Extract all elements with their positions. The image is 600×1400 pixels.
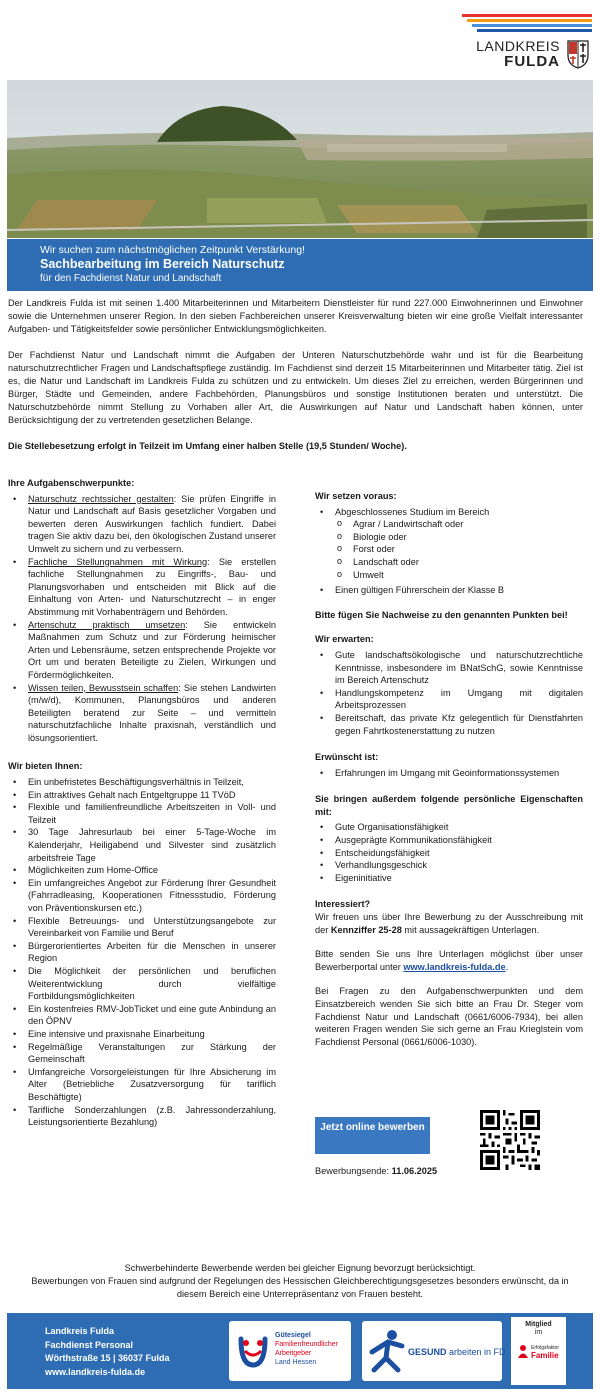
badge3-line4: Familie: [531, 1351, 559, 1360]
badge3-line1: Mitglied: [525, 1321, 552, 1328]
family-friendly-badge: [229, 1321, 351, 1381]
apply-text-post: mit aussagekräftigen Unterlagen.: [401, 924, 540, 935]
offer-item: • Flexible und familienfreundliche Arbeitszeiten in Voll- und Teilzeit: [8, 801, 276, 826]
tasks-list: [8, 493, 276, 745]
job-title: Sachbearbeitung im Bereich Naturschutz: [40, 257, 285, 271]
right-column: [315, 490, 583, 1060]
badge1-line2: Familienfreundlicher: [275, 1341, 339, 1348]
footer-street: Wörthstraße 15 | 36037 Fulda: [45, 1353, 170, 1363]
portal-text-post: .: [505, 961, 509, 972]
study-fields-list: [315, 518, 583, 581]
task-title: Fachliche Stellungnahmen mit Wirkung: [28, 556, 208, 567]
task-item: [8, 556, 276, 619]
study-field-item: o Umwelt: [315, 569, 583, 582]
badge2-text: arbeiten in FD: [446, 1347, 506, 1357]
left-column: [8, 477, 276, 1139]
personal-item: • Gute Organisationsfähigkeit: [315, 821, 583, 834]
expectation-item: • Handlungskompetenz im Umgang mit digitalen Arbeitsprozessen: [315, 687, 583, 712]
banner-intro: Wir suchen zum nächstmöglichen Zeitpunkt Verstärkung!: [40, 244, 305, 256]
badge2-gesund: GESUND: [408, 1347, 447, 1357]
apply-online-button[interactable]: Jetzt online bewerben: [315, 1117, 430, 1154]
study-requirement: Abgeschlossenes Studium im Bereich: [335, 506, 490, 517]
erfolgsfaktor-familie-badge: [511, 1317, 566, 1385]
desired-heading: Erwünscht ist:: [315, 752, 379, 763]
coat-of-arms-icon: [566, 39, 590, 69]
tasks-heading: Ihre Aufgabenschwerpunkte:: [8, 478, 135, 488]
offers-list: [8, 776, 276, 1129]
task-title: Naturschutz rechtssicher gestalten: [28, 493, 174, 504]
intro-paragraph-1: Der Landkreis Fulda ist mit seinen 1.400 Mitarbeiterinnen und Mitarbeitern Dienstleister für rund 227.000 Einwohnerinnen und Einwohner sowie die Unternehmen unserer Region. In den sieben Fachbereichen unserer Kreisverwaltung bieten wir eine große Vielfalt interessanter Aufgaben- und Tätigkeitsfelder sowie persönlicher Entwicklungsmöglichkeiten.: [8, 298, 583, 334]
desired-list: [315, 767, 583, 780]
offer-item: • Flexible Betreuungs- und Unterstützungsangebote zur Vereinbarkeit von Familie und Beruf: [8, 915, 276, 940]
offer-item: • Ein unbefristetes Beschäftigungsverhältnis in Teilzeit,: [8, 776, 276, 789]
task-title: Wissen teilen, Bewusstsein schaffen: [28, 682, 179, 693]
offer-item: • Bürgerorientiertes Arbeiten für die Menschen in unserer Region: [8, 940, 276, 965]
intro-paragraph-2: Der Fachdienst Natur und Landschaft nimmt die Aufgaben der Unteren Naturschutzbehörde wahr und ist für die Bearbeitung naturschutzrechtlicher Fragen und Landschaftspflege zuständig. Im Fachdienst sind derzeit 15 Mitarbeiterinnen und Mitarbeiter tätig. Ziel ist es, die Natur und Landschaft im Landkreis Fulda zu schützen und zu entwickeln. Um dieses Ziel zu erreichen, werden Bürgerinnen und Bürger, Städte und Gemeinden, andere Fachbehörden, Planungsbüros und sonstige Institutionen beraten und unterstützt. Die Naturschutzbehörde nimmt Stellung zu Vorhaben aller Art, die Auswirkungen auf Natur und Landschaft haben können, unter Berücksichtigung der zu vertretenden gesetzlichen Belange.: [8, 350, 583, 425]
offer-item: • Ein umfangreiches Angebot zur Förderung Ihrer Gesundheit (Fahrradleasing, Kooperationen Fitnessstudio, Förderung von Präventionskursen etc.): [8, 877, 276, 915]
erfolgsfaktor-icon: [515, 1343, 531, 1359]
offer-item: • Tarifliche Sonderzahlungen (z.B. Jahressonderzahlung, Leistungsorientierte Bezahlung): [8, 1104, 276, 1129]
footer-org: Landkreis Fulda: [45, 1326, 115, 1336]
task-text: : Sie entwickeln Maßnahmen zum Schutz und zur Förderung heimischer Arten und Lebensräume, setzen entsprechende Projekte vor Ort um und beraten Beteiligte zu Zielen, Wirkungen und Fördermöglichkeiten.: [28, 619, 276, 680]
logo-line-1: LANDKREIS: [476, 38, 560, 54]
expectations-heading: Wir erwarten:: [315, 634, 374, 645]
personal-item: • Ausgeprägte Kommunikationsfähigkeit: [315, 834, 583, 847]
task-item: [8, 619, 276, 682]
offers-heading: Wir bieten Ihnen:: [8, 761, 83, 772]
logo-line-2: FULDA: [504, 53, 560, 70]
task-item: [8, 682, 276, 745]
expectation-item: • Bereitschaft, das private Kfz gelegentlich für Dienstfahrten gegen Fahrtkostenerstattung zu nutzen: [315, 712, 583, 737]
footer-web[interactable]: www.landkreis-fulda.de: [45, 1366, 146, 1377]
requirement-item: [315, 506, 583, 582]
equal-opportunity-note: [20, 1262, 580, 1301]
questions-paragraph: Bei Fragen zu den Aufgabenschwerpunkten und dem Einsatzbereich wenden Sie sich bitte an Frau Dr. Steger vom Fachdienst Natur und Landschaft (0661/6006-7934), bei allen weiteren Fragen wenden Sie sich gerne an Frau Krieglstein vom Fachdienst Personal (0661/6006-1030).: [315, 986, 583, 1047]
offer-item: • Ein attraktives Gehalt nach Entgeltgruppe 11 TVöD: [8, 789, 276, 802]
personal-item: • Entscheidungsfähigkeit: [315, 847, 583, 860]
family-seal-icon: [233, 1331, 273, 1371]
portal-text-pre: Bitte senden Sie uns Ihre Unterlagen möglichst über unser Bewerberportal unter: [315, 949, 583, 972]
portal-link[interactable]: www.landkreis-fulda.de: [403, 961, 506, 972]
job-title-banner: [7, 239, 593, 291]
personal-item: • Verhandlungsgeschick: [315, 859, 583, 872]
gesund-arbeiten-badge: [362, 1321, 506, 1381]
personal-heading: Sie bringen außerdem folgende persönliche Eigenschaften mit:: [315, 794, 583, 817]
part-time-note: Die Stellebesetzung erfolgt in Teilzeit im Umfang einer halben Stelle (19,5 Stunden/ Woche).: [8, 441, 407, 451]
study-field-item: o Landschaft oder: [315, 556, 583, 569]
task-text: : Sie prüfen Eingriffe in Natur und Landschaft auf Basis gesetzlicher Vorgaben und bewerten deren Auswirkungen fachlich fundiert. Dabei tragen Sie aktiv dazu bei, den ökologischen Zustand unserer Umwelt zu sichern und zu verbessern.: [28, 493, 276, 554]
color-stripes: [462, 14, 592, 34]
portal-paragraph: [315, 948, 583, 973]
task-text: : Sie stehen Landwirten (m/w/d), Kommunen, Planungsbüros und anderen Beteiligten beratend zur Seite – und vermitteln naturschutzfachliche Inhalte praxisnah, verständlich und lösungsorientiert.: [28, 682, 276, 743]
study-field-item: o Agrar / Landwirtschaft oder: [315, 518, 583, 531]
task-item: [8, 493, 276, 556]
offer-item: • 30 Tage Jahresurlaub bei einer 5-Tage-Woche im Kalenderjahr, Heiligabend und Silvester sind zusätzlich arbeitsfreie Tage: [8, 826, 276, 864]
running-figure-icon: [368, 1328, 408, 1374]
personal-list: [315, 821, 583, 884]
proof-note: Bitte fügen Sie Nachweise zu den genannten Punkten bei!: [315, 609, 568, 620]
intro-section: [8, 297, 583, 466]
interested-heading: Interessiert?: [315, 899, 371, 910]
expectations-list: [315, 649, 583, 737]
offer-item: • Möglichkeiten zum Home-Office: [8, 864, 276, 877]
offer-item: • Die Möglichkeit der persönlichen und beruflichen Weiterentwicklung durch vielfältige Fortbildungsmöglichkeiten: [8, 965, 276, 1003]
task-title: Artenschutz praktisch umsetzen: [28, 619, 186, 630]
apply-paragraph: [315, 911, 583, 936]
offer-item: • Umfangreiche Vorsorgeleistungen für Ihre Absicherung im Alter (Betriebliche Zusatzversorgung für tariflich Beschäftigte): [8, 1066, 276, 1104]
job-department: für den Fachdienst Natur und Landschaft: [40, 273, 222, 284]
deadline-label: Bewerbungsende:: [315, 1166, 392, 1176]
offer-item: • Ein kostenfreies RMV-JobTicket und eine gute Anbindung an den ÖPNV: [8, 1003, 276, 1028]
hero-landscape-image: [7, 80, 593, 238]
reference-number: Kennziffer 25-28: [330, 924, 402, 935]
badge3-line3: Erfolgsfaktor: [531, 1345, 560, 1351]
offer-item: • Regelmäßige Veranstaltungen zur Stärkung der Gemeinschaft: [8, 1041, 276, 1066]
requirements-list: [315, 506, 583, 597]
application-deadline: [315, 1166, 437, 1176]
footer: [7, 1313, 593, 1389]
requirements-heading: Wir setzen voraus:: [315, 491, 397, 501]
personal-item: • Eigeninitiative: [315, 872, 583, 885]
landkreis-fulda-logo[interactable]: [476, 38, 590, 70]
task-text: : Sie erstellen fachliche Stellungnahmen zu Eingriffs-, Bau- und Planungsvorhaben und entscheiden mit Blick auf die Einhaltung von Arten- und Naturschutzrecht – in enger Abstimmung mit Vorhabenträgern und Behörden.: [28, 556, 276, 617]
badge1-line1: Gütesiegel: [275, 1332, 311, 1339]
footer-dept: Fachdienst Personal: [45, 1339, 134, 1350]
women-note: Bewerbungen von Frauen sind aufgrund der Regelungen des Hessischen Gleichberechtigungsgesetzes besonders erwünscht, da in diesem Bereich eine Unterrepräsentanz von Frauen besteht.: [31, 1276, 569, 1299]
footer-address: [45, 1325, 170, 1379]
study-field-item: o Forst oder: [315, 543, 583, 556]
offer-item: • Eine intensive und praxisnahe Einarbeitung: [8, 1028, 276, 1041]
qr-code-icon[interactable]: [480, 1110, 540, 1170]
deadline-date: 11.06.2025: [391, 1166, 438, 1176]
disability-note: Schwerbehinderte Bewerbende werden bei gleicher Eignung bevorzugt berücksichtigt.: [124, 1263, 476, 1273]
apply-text-pre: Wir freuen uns über Ihre Bewerbung zu der Ausschreibung mit der: [315, 912, 583, 935]
requirement-item: • Einen gültigen Führerschein der Klasse B: [315, 584, 583, 597]
desired-item: • Erfahrungen im Umgang mit Geoinformationssystemen: [315, 767, 583, 780]
badge1-line3: Arbeitgeber: [275, 1350, 312, 1357]
badge3-line2: im: [534, 1329, 543, 1336]
expectation-item: • Gute landschaftsökologische und naturschutzrechtliche Kenntnisse, insbesondere im BNatSchG, sowie Kenntnisse im Bereich Artenschutz: [315, 649, 583, 687]
study-field-item: o Biologie oder: [315, 531, 583, 544]
badge1-line4: Land Hessen: [275, 1359, 317, 1366]
